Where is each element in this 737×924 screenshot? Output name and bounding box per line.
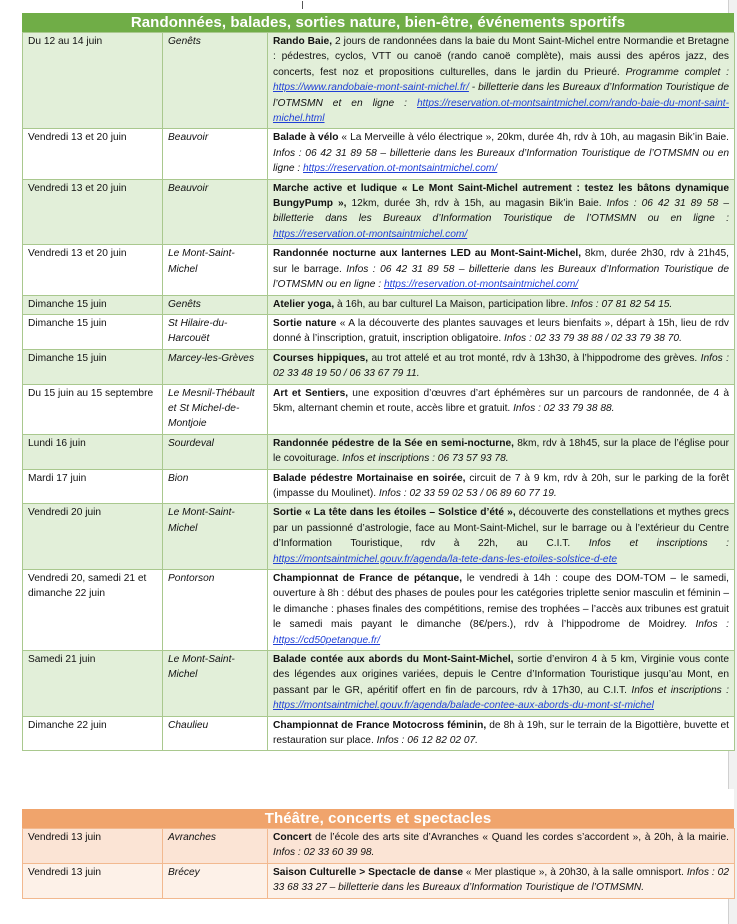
event-description	[268, 829, 735, 864]
event-row	[23, 129, 735, 179]
sport-section-title: Randonnées, balades, sorties nature, bien-être, événements sportifs	[22, 13, 734, 32]
event-link-2[interactable]: https://reservation.ot-montsaintmichel.com/rando-baie-du-mont-saint-michel.html	[273, 97, 729, 125]
event-info: Infos : 02 33 68 33 27 – billetterie dans les Bureaux d’Information Touristique de l’OTMSMN.	[273, 866, 729, 894]
event-text: le vendredi à 14h : coupe des DOM-TOM – le samedi, ouverture à 8h : début des phases de poules pour les catégories triplette senior masculin et féminin – le dimanche : phases finales des compétitions, remise des trophées – l’accès aux tribunes est gratuit le samedi mais payant le dimanche (8€/pers.), rdv à l’hippodrome de Moidrey.	[273, 573, 729, 631]
event-text: « La Merveille à vélo électrique », 20km, durée 4h, rdv à 10h, au magasin Bik’in Baie.	[338, 132, 729, 144]
event-place: Marcey-les-Grèves	[163, 349, 268, 384]
event-row	[23, 179, 735, 245]
event-place: Chaulieu	[163, 716, 268, 751]
event-place: Bion	[163, 469, 268, 504]
event-row	[23, 314, 735, 349]
event-date: Vendredi 20, samedi 21 et dimanche 22 juin	[23, 570, 163, 651]
event-info: Infos et inscriptions : 06 73 57 93 78.	[339, 453, 509, 465]
theatre-section-title: Théâtre, concerts et spectacles	[22, 809, 734, 828]
event-info: Infos : 02 33 60 39 98.	[273, 847, 375, 859]
event-date: Lundi 16 juin	[23, 434, 163, 469]
event-title: Atelier yoga,	[273, 298, 335, 310]
event-title: Rando Baie,	[273, 36, 333, 47]
event-description	[268, 504, 735, 570]
sport-events-table	[22, 32, 735, 751]
event-info: Infos : 02 33 79 38 88.	[510, 402, 615, 414]
event-text: « Mer plastique », à 20h30, à la salle omnisport.	[462, 866, 684, 878]
event-description	[268, 863, 735, 898]
event-link[interactable]: https://cd50petanque.fr/	[273, 634, 381, 646]
event-info: Infos : 06 12 82 02 07.	[373, 735, 479, 747]
event-description	[268, 434, 735, 469]
event-title: Concert	[273, 832, 312, 843]
event-date: Dimanche 15 juin	[23, 349, 163, 384]
event-info: Infos : 02 33 59 02 53 / 06 89 60 77 19.	[376, 487, 557, 499]
event-link[interactable]: https://reservation.ot-montsaintmichel.com/	[383, 279, 579, 291]
event-text: une exposition d’œuvres d’art éphémères sur un parcours de randonnée, de 4 à 5km, alternant chemin et route, accès libre et gratuit.	[273, 387, 730, 414]
event-text: 2 jours de randonnées dans la baie du Mont Saint-Michel entre Normandie et Bretagne : pédestres, cyclos, VTT ou canoë (rando canoë complète), mais aussi des apéros jazz, des concerts, fest noz et propositions culturelles, dans le jardin du Prieuré.	[273, 36, 729, 78]
event-title: Saison Culturelle > Spectacle de danse	[273, 866, 463, 878]
event-date: Vendredi 13 juin	[23, 829, 163, 864]
event-description	[268, 295, 735, 314]
event-place: St Hilaire-du-Harcouët	[163, 314, 268, 349]
event-text: de 8h à 19h, sur le terrain de la Bigottière, buvette et restauration sur place.	[273, 719, 729, 747]
event-row	[23, 716, 735, 751]
event-row	[23, 384, 735, 434]
event-place: Genêts	[163, 33, 268, 129]
event-description	[268, 129, 735, 179]
event-row	[23, 829, 735, 864]
event-row	[23, 295, 735, 314]
event-row	[23, 570, 735, 651]
event-title: Sortie « La tête dans les étoiles – Solstice d’été »,	[273, 507, 516, 519]
event-text: au trot attelé et au trot monté, rdv à 13h30, à l’hippodrome des grèves.	[368, 352, 698, 364]
event-date: Vendredi 13 et 20 juin	[23, 129, 163, 179]
event-info: Infos et inscriptions :	[626, 684, 729, 696]
event-date: Du 15 juin au 15 septembre	[23, 384, 163, 434]
event-row	[23, 469, 735, 504]
event-text: 12km, durée 3h, rdv à 15h, au magasin Bik’in Baie.	[346, 198, 602, 210]
event-place: Beauvoir	[163, 179, 268, 245]
event-text: « A la découverte des plantes sauvages et leurs bienfaits », départ à 15h, lieu de rdv donné à l’inscription, gratuit, inscription obligatoire.	[273, 317, 729, 345]
event-description	[268, 179, 735, 245]
event-row	[23, 245, 735, 295]
event-text: de l’école des arts site d’Avranches « Quand les cordes s’accordent », à 20h, à la mairie.	[311, 832, 729, 843]
event-place: Beauvoir	[163, 129, 268, 179]
event-row	[23, 504, 735, 570]
theatre-events-table	[22, 828, 735, 899]
event-place: Le Mont-Saint-Michel	[163, 504, 268, 570]
event-title: Balade pédestre Mortainaise en soirée,	[273, 472, 466, 484]
event-info: Programme complet :	[619, 66, 729, 78]
event-date: Vendredi 13 juin	[23, 863, 163, 898]
event-info: Infos :	[686, 619, 729, 631]
event-text: à 16h, au bar culturel La Maison, participation libre.	[334, 298, 569, 310]
event-title: Marche active et ludique « Le Mont Saint-Michel autrement : testez les bâtons dynamique BungyPump »,	[273, 182, 729, 210]
event-title: Championnat de France Motocross féminin,	[273, 719, 487, 731]
event-place: Pontorson	[163, 570, 268, 651]
cursor-mark	[302, 1, 303, 9]
event-description	[268, 314, 735, 349]
event-link[interactable]: https://montsaintmichel.gouv.fr/agenda/la-tete-dans-les-etoiles-solstice-d-ete	[273, 553, 618, 565]
event-info: Infos : 02 33 79 38 88 / 02 33 79 38 70.	[501, 333, 682, 345]
event-place: Le Mesnil-Thébault et St Michel-de-Montjoie	[163, 384, 268, 434]
event-info: Infos : 06 42 31 89 58 – billetterie dans les Bureaux d’Information Touristique de l’OTMSMN ou en ligne :	[273, 198, 729, 225]
event-place: Brécey	[163, 863, 268, 898]
event-link[interactable]: https://reservation.ot-montsaintmichel.com/	[273, 228, 468, 240]
event-date: Mardi 17 juin	[23, 469, 163, 504]
event-date: Dimanche 15 juin	[23, 314, 163, 349]
event-description	[268, 33, 735, 129]
event-info: Infos et inscriptions :	[570, 538, 729, 550]
event-description	[268, 651, 735, 717]
event-title: Balade à vélo	[273, 132, 339, 144]
event-text: 8km, rdv à 18h45, sur la place de l’église pour le covoiturage.	[273, 437, 729, 465]
event-title: Courses hippiques,	[273, 352, 369, 364]
event-title: Balade contée aux abords du Mont-Saint-Michel,	[273, 654, 514, 666]
event-text: 8km, durée 2h30, rdv à 21h45, sur le barrage.	[273, 248, 729, 275]
event-info: Infos : 06 42 31 89 58 – billetterie dans les Bureaux d’Information Touristique de l’OTMSMN ou en ligne :	[273, 263, 729, 291]
section-gap	[22, 789, 734, 809]
event-description	[268, 349, 735, 384]
event-link[interactable]: https://montsaintmichel.gouv.fr/agenda/balade-contee-aux-abords-du-mont-st-michel	[273, 700, 654, 712]
event-row	[23, 434, 735, 469]
event-title: Sortie nature	[273, 317, 337, 329]
sport-section	[22, 13, 734, 751]
event-info: Infos : 06 42 31 89 58 – billetterie dans les Bureaux d’Information Touristique de l’OTMSMN ou en ligne :	[273, 147, 729, 175]
event-title: Randonnée pédestre de la Sée en semi-nocturne,	[273, 437, 514, 449]
event-row	[23, 349, 735, 384]
event-link[interactable]: https://reservation.ot-montsaintmichel.com/	[303, 163, 498, 175]
event-description	[268, 384, 735, 434]
event-place: Le Mont-Saint-Michel	[163, 651, 268, 717]
event-text: sortie d’environ 4 à 5 km, Virginie vous conte des légendes aux origines variées, depuis le Centre d’Information Touristique jusqu’au Mont, en passant par le GR, apéritif offert en fin de parcours, rdv à 17h30, au C.I.T.	[273, 654, 729, 696]
event-row	[23, 863, 735, 898]
event-date: Vendredi 20 juin	[23, 504, 163, 570]
event-title: Championnat de France de pétanque,	[273, 573, 463, 584]
event-info-2: - billetterie dans les Bureaux d’Information Touristique de l’OTMSMN et en ligne :	[273, 82, 729, 109]
event-info: Infos : 02 33 48 19 50 / 06 33 67 79 11.	[273, 352, 729, 380]
top-strip	[0, 0, 737, 12]
event-title: Art et Sentiers,	[273, 387, 349, 399]
event-link[interactable]: https://www.randobaie-mont-saint-michel.fr/	[273, 82, 469, 94]
event-row	[23, 33, 735, 129]
event-date: Vendredi 13 et 20 juin	[23, 179, 163, 245]
event-info: Infos : 07 81 82 54 15.	[568, 298, 673, 310]
event-date: Vendredi 13 et 20 juin	[23, 245, 163, 295]
event-date: Samedi 21 juin	[23, 651, 163, 717]
event-text: découverte des constellations et mythes grecs par un passionné d’astrologie, face au Mont-Saint-Michel, sur le barrage ou à l’extérieur du Centre d’Information Touristique, rdv à 22h, au C.I.T.	[273, 507, 729, 550]
event-text: circuit de 7 à 9 km, rdv à 20h, sur le parking de la forêt (impasse du Moulinet).	[273, 472, 729, 499]
event-title: Randonnée nocturne aux lanternes LED au Mont-Saint-Michel,	[273, 248, 582, 260]
event-description	[268, 716, 735, 751]
event-description	[268, 245, 735, 295]
event-place: Le Mont-Saint-Michel	[163, 245, 268, 295]
event-date: Du 12 au 14 juin	[23, 33, 163, 129]
event-place: Avranches	[163, 829, 268, 864]
theatre-section	[22, 809, 734, 899]
event-place: Sourdeval	[163, 434, 268, 469]
event-description	[268, 469, 735, 504]
event-description	[268, 570, 735, 651]
event-date: Dimanche 15 juin	[23, 295, 163, 314]
event-date: Dimanche 22 juin	[23, 716, 163, 751]
event-row	[23, 651, 735, 717]
event-place: Genêts	[163, 295, 268, 314]
